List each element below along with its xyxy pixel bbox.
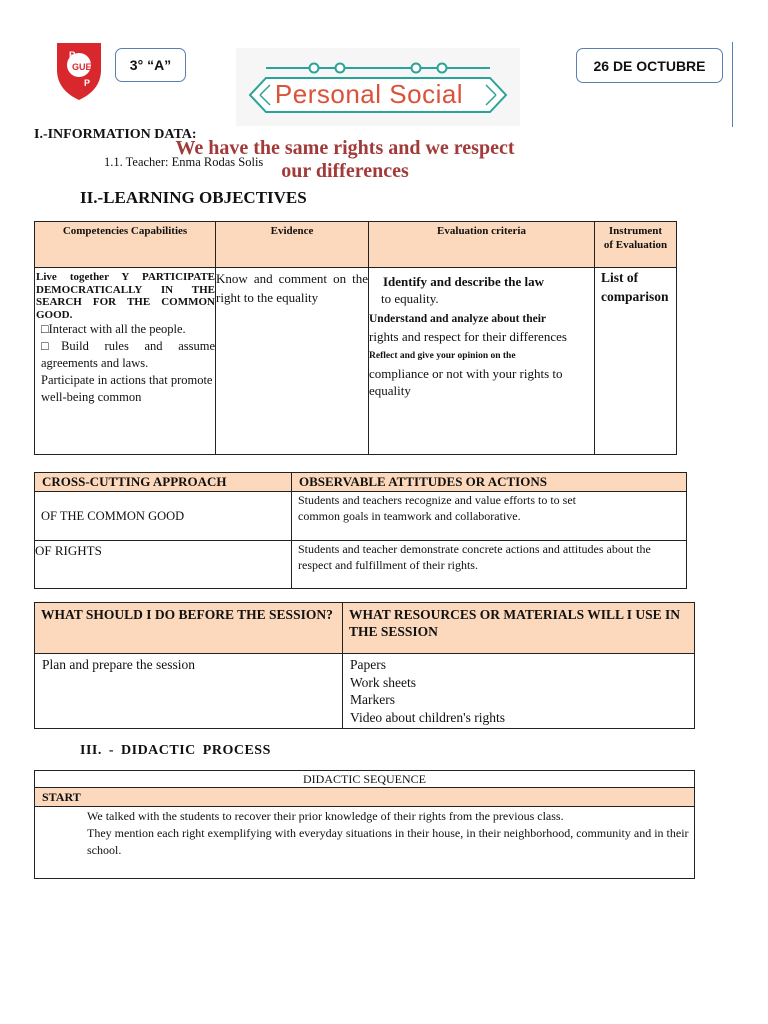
header-approach: CROSS-CUTTING APPROACH [35, 473, 292, 492]
course-title: Personal Social [274, 79, 464, 109]
preparation-table [34, 602, 695, 729]
capability-item: □Build rules and assume agreements and laws. [41, 339, 215, 370]
header-materials: WHAT RESOURCES OR MATERIALS WILL I USE IN THE SESSION [343, 603, 695, 654]
header-criteria: Evaluation criteria [369, 222, 595, 268]
svg-text:R: R [69, 50, 76, 60]
learning-objectives-table [34, 221, 677, 455]
svg-text:P: P [84, 78, 91, 88]
header-instrument: Instrument of Evaluation [595, 222, 677, 268]
criteria-line: Reflect and give your opinion on the [369, 351, 516, 361]
header-attitudes: OBSERVABLE ATTITUDES OR ACTIONS [292, 473, 687, 492]
table-header-row [35, 603, 695, 654]
before-session-cell: Plan and prepare the session [35, 654, 343, 729]
approach-cell: OF THE COMMON GOOD [35, 492, 292, 541]
competencies-cell [35, 268, 216, 455]
header-evidence: Evidence [216, 222, 369, 268]
list-item: They mention each right exemplifying with everyday situations in their house, in their neighborhood, community and in their school. [87, 826, 689, 857]
list-item: Video about children's rights [350, 709, 505, 725]
criteria-line: Identify and describe the law [383, 274, 545, 289]
instrument-cell [595, 268, 677, 455]
start-heading: START [35, 788, 695, 807]
criteria-line: compliance or not with your rights to equality [369, 366, 563, 398]
didactic-sequence-table [34, 770, 695, 879]
learning-objectives-title: II.-LEARNING OBJECTIVES [80, 188, 307, 207]
list-item: Markers [350, 692, 395, 707]
table-row [35, 788, 695, 807]
session-title-line-2: our differences [281, 160, 409, 182]
school-logo [54, 40, 104, 102]
sequence-heading: DIDACTIC SEQUENCE [35, 771, 695, 788]
grade-badge: 3° “A” [115, 48, 186, 82]
cross-cutting-table [34, 472, 687, 589]
capability-item: □Interact with all the people. [41, 322, 186, 336]
criteria-line: rights and respect for their differences [369, 329, 567, 344]
list-item: We talked with the students to recover their prior knowledge of their rights from the previous class. [87, 809, 564, 823]
table-header-row [35, 473, 687, 492]
competency-text: Live together Y PARTICIPATE DEMOCRATICALLY IN THE SEARCH FOR THE COMMON GOOD. [36, 271, 215, 321]
table-row [35, 807, 695, 879]
materials-cell [343, 654, 695, 729]
margin-line [732, 42, 733, 127]
list-item: Papers [350, 657, 386, 672]
session-title [140, 137, 550, 183]
criteria-line: to equality. [381, 291, 439, 306]
information-data-title: I.-INFORMATION DATA: [34, 127, 197, 142]
instrument-text: List of comparison [601, 270, 669, 304]
capability-item: Participate in actions that promote well-being common [41, 373, 213, 404]
table-row [35, 268, 677, 455]
header-competencies: Competencies Capabilities [35, 222, 216, 268]
evidence-cell [216, 268, 369, 455]
table-row [35, 541, 687, 589]
approach-cell: OF RIGHTS [35, 541, 292, 589]
actions-cell: Students and teachers recognize and value efforts to to set common goals in teamwork and collaborative. [292, 492, 687, 541]
header-before-session: WHAT SHOULD I DO BEFORE THE SESSION? [35, 603, 343, 654]
actions-cell: Students and teacher demonstrate concrete actions and attitudes about the respect and fulfillment of their rights. [292, 541, 687, 589]
criteria-line: Understand and analyze about their [369, 313, 546, 325]
criteria-cell [369, 268, 595, 455]
svg-text:GUE: GUE [72, 62, 92, 72]
session-title-line-1: We have the same rights and we respect [175, 137, 515, 159]
evidence-text: Know and comment on the right to the equality [216, 271, 368, 305]
table-row [35, 771, 695, 788]
date-badge: 26 DE OCTUBRE [576, 48, 723, 83]
list-item [65, 859, 694, 876]
table-row [35, 492, 687, 541]
table-row [35, 654, 695, 729]
start-content [35, 807, 695, 879]
teacher-name: 1.1. Teacher: Enma Rodas Solis [104, 155, 264, 169]
table-header-row [35, 222, 677, 268]
list-item: Work sheets [350, 674, 417, 690]
didactic-process-title: III. - DIDACTIC PROCESS [80, 743, 271, 758]
